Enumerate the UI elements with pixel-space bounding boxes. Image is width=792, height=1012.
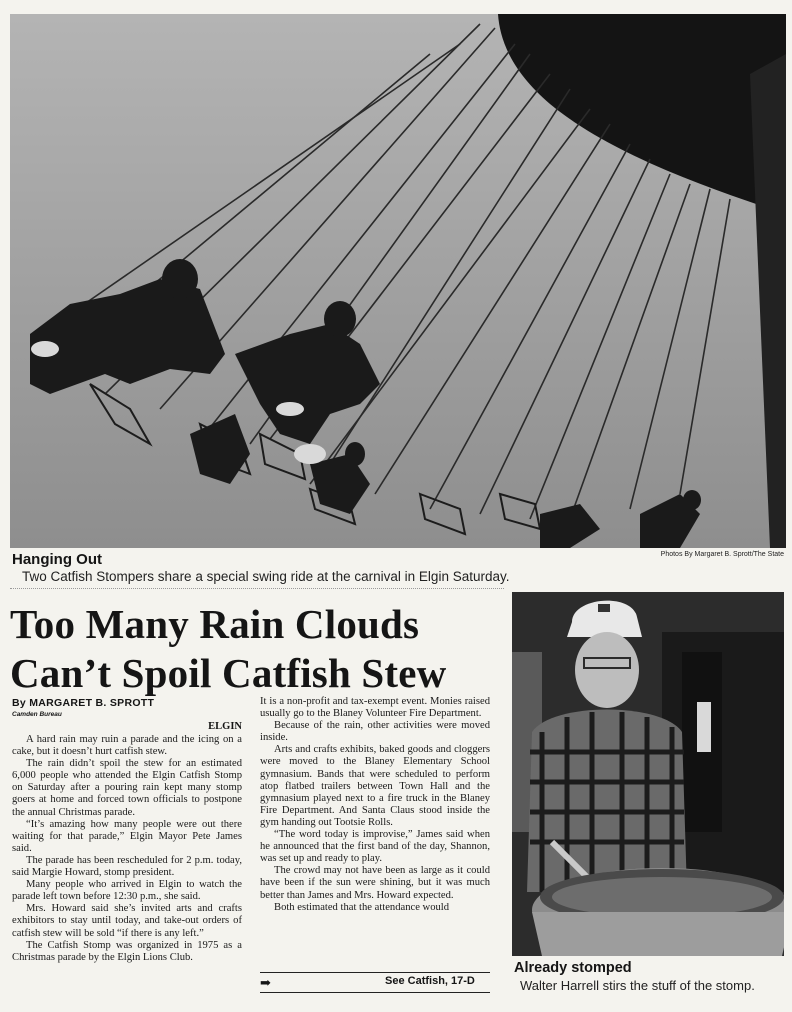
article-headline [10, 600, 510, 698]
stew-stirring-photo [512, 592, 784, 956]
jump-line: See Catfish, 17-D [385, 975, 475, 987]
paragraph: The crowd may not have been as large as it could have been if the sun were shining, but it was much better than James and Mrs. Howard expected. [260, 865, 490, 901]
divider [260, 992, 490, 993]
paragraph: Both estimated that the attendance would [274, 901, 450, 913]
bureau: Camden Bureau [12, 711, 62, 718]
paragraph: Mrs. Howard said she’s invited arts and crafts exhibitors to stay until today, and take-out orders of catfish stew will be sold “if there is any left.” [12, 903, 242, 939]
divider [10, 588, 504, 589]
paragraph: Many people who arrived in Elgin to watch the parade left town before 12:30 p.m., she said. [12, 879, 242, 903]
side-photo-caption: Walter Harrell stirs the stuff of the stomp. [520, 978, 755, 993]
stew-stirring-illustration [512, 592, 784, 956]
headline-line-1: Too Many Rain Clouds [10, 601, 420, 647]
paragraph: “The word today is improvise,” James said when he announced that the first band of the day, Shannon, was set up and ready to play. [260, 829, 490, 865]
photo-heading: Hanging Out [12, 551, 102, 568]
paragraph: Because of the rain, other activities were moved inside. [260, 720, 490, 744]
arrow-right-icon: ➡ [260, 975, 271, 990]
paragraph: The Catfish Stomp was organized in 1975 as a Christmas parade by the Elgin Lions Club. [12, 939, 242, 963]
divider [260, 972, 490, 973]
photo-credit: Photos By Margaret B. Sprott/The State [660, 551, 784, 558]
photo-caption: Two Catfish Stompers share a special swing ride at the carnival in Elgin Saturday. [22, 569, 510, 584]
paragraph: The rain didn’t spoil the stew for an estimated 6,000 people who attended the Elgin Catfish Stomp on Saturday after a pouring rain kept many stomp goers at home and forced town officials to postpone the annual Christmas parade. [12, 758, 242, 818]
paragraph: The parade has been rescheduled for 2 p.m. today, said Margie Howard, stomp president. [12, 854, 242, 879]
dateline: ELGIN [208, 721, 242, 732]
swing-ride-photo [10, 14, 786, 548]
headline-line-2: Can’t Spoil Catfish Stew [10, 650, 447, 696]
paragraph: A hard rain may ruin a parade and the icing on a cake, but it doesn’t hurt catfish stew. [12, 734, 242, 758]
paragraph: Arts and crafts exhibits, baked goods and cloggers were moved to the Blaney Elementary School gymnasium. Bands that were scheduled to perform atop flatbed trailers between Town Hall and the gymnasium played next to a fire truck in the Blaney Fire Department. And Santa Claus stood inside the gym handing out Tootsie Rolls. [260, 744, 490, 828]
swing-ride-illustration [10, 14, 786, 548]
paragraph: It is a non-profit and tax-exempt event. Monies raised usually go to the Blaney Volunteer Fire Department. [260, 696, 490, 720]
article-column-2 [260, 696, 490, 914]
byline: By MARGARET B. SPROTT [12, 697, 155, 709]
side-photo-heading: Already stomped [514, 960, 632, 976]
paragraph: “It’s amazing how many people were out there waiting for that parade,” Elgin Mayor Pete James said. [12, 818, 242, 854]
article-column-1 [12, 734, 242, 964]
